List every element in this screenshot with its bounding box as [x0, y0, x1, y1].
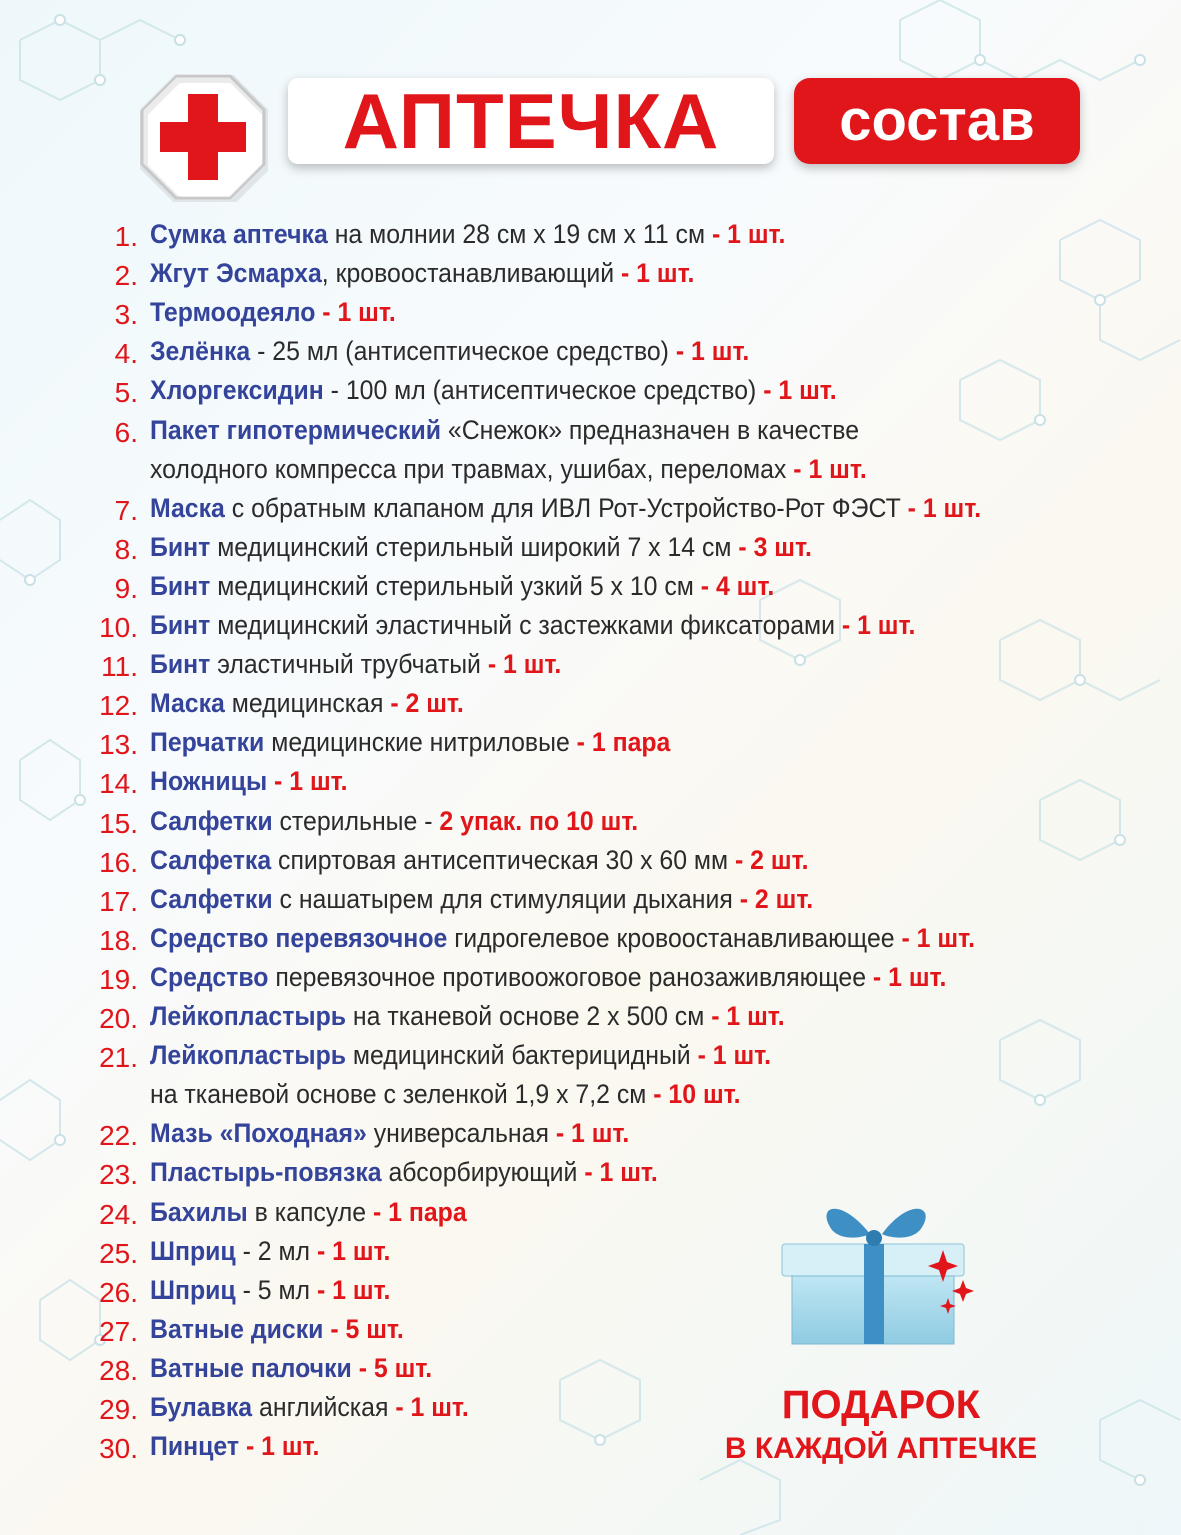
item-text-line [150, 1311, 404, 1347]
item-description: абсорбирующий [381, 1157, 585, 1187]
item-text-line [150, 881, 813, 917]
item-quantity: - 1 шт. [763, 375, 837, 405]
item-name: Пинцет [150, 1431, 240, 1461]
item-quantity: - 1 шт. [907, 493, 982, 523]
item-name: Бинт [150, 571, 211, 601]
medical-cross-icon [138, 72, 268, 202]
item-text-line [150, 1194, 467, 1230]
item-number: 15. [99, 808, 138, 839]
item-text-line [150, 372, 837, 408]
item-name: Лейкопластырь [150, 1040, 347, 1070]
item-name: Мазь «Походная» [150, 1118, 367, 1148]
item-text-line [150, 920, 975, 956]
item-quantity: - 1 шт. [267, 766, 348, 796]
item-description: медицинские нитриловые [264, 727, 577, 757]
item-quantity: - 1 шт. [584, 1157, 658, 1187]
item-text-line [150, 294, 396, 330]
item-number: 27. [99, 1316, 138, 1347]
header [0, 0, 1181, 200]
list-item [0, 333, 1181, 372]
subtitle-badge [794, 78, 1080, 164]
item-name: Сумка аптечка [150, 219, 328, 249]
item-description: холодного компресса при травмах, ушибах, переломах [150, 454, 794, 484]
item-description: в капсуле [247, 1197, 373, 1227]
item-quantity: - 1 шт. [901, 923, 975, 953]
item-quantity: - 1 шт. [620, 258, 695, 288]
item-number: 8. [114, 534, 138, 565]
item-number: 12. [99, 690, 138, 721]
item-quantity: - 5 шт. [323, 1314, 404, 1344]
list-item [0, 1194, 1181, 1233]
item-name: Салфетки [150, 806, 273, 836]
item-number: 14. [99, 768, 138, 799]
item-quantity: - 1 шт. [239, 1431, 320, 1461]
list-item [0, 920, 1181, 959]
item-text-line [150, 685, 464, 721]
item-quantity: - 1 шт. [697, 1040, 772, 1070]
item-number: 9. [114, 573, 138, 604]
item-number: 23. [99, 1159, 138, 1190]
list-item [0, 1233, 1181, 1272]
item-text-line [150, 1037, 771, 1073]
item-text-line [150, 1076, 741, 1112]
item-number: 17. [99, 886, 138, 917]
item-quantity: - 1 шт. [315, 297, 396, 327]
list-item [0, 763, 1181, 802]
item-text-line [150, 451, 867, 487]
item-name: Ватные палочки [150, 1353, 352, 1383]
item-quantity: - 1 шт. [675, 336, 750, 366]
item-quantity: 2 упак. по 10 шт. [439, 806, 639, 836]
page-title: АПТЕЧКА [342, 77, 720, 165]
list-item [0, 998, 1181, 1037]
item-description: английская [252, 1392, 396, 1422]
item-description: с нашатырем для стимуляции дыхания [272, 884, 740, 914]
item-name: Средство перевязочное [150, 923, 448, 953]
item-quantity: - 10 шт. [653, 1079, 741, 1109]
item-quantity: - 1 шт. [555, 1118, 630, 1148]
item-name: Салфетки [150, 884, 273, 914]
page-subtitle: состав [839, 88, 1035, 153]
item-number: 29. [99, 1394, 138, 1425]
item-text-line [150, 724, 670, 760]
item-quantity: - 2 шт. [739, 884, 814, 914]
item-name: Шприц [150, 1236, 236, 1266]
item-quantity: - 4 шт. [700, 571, 775, 601]
list-item [0, 842, 1181, 881]
item-text-line [150, 1272, 390, 1308]
item-name: Жгут Эсмарха [150, 258, 322, 288]
item-name: Зелёнка [150, 336, 251, 366]
title-box [288, 78, 774, 164]
item-name: Бахилы [150, 1197, 248, 1227]
item-number: 10. [99, 612, 138, 643]
item-name: Шприц [150, 1275, 236, 1305]
item-name: Салфетка [150, 845, 272, 875]
list-item [0, 685, 1181, 724]
item-name: Маска [150, 493, 225, 523]
item-number: 1. [114, 221, 138, 252]
item-text-line [150, 412, 859, 448]
item-description: , кровоостанавливающий [321, 258, 621, 288]
item-number: 3. [114, 299, 138, 330]
item-name: Пакет гипотермический [150, 415, 442, 445]
gift-title: ПОДАРОК [781, 1383, 981, 1427]
item-name: Ватные диски [150, 1314, 324, 1344]
item-name: Термоодеяло [150, 297, 316, 327]
item-text-line [150, 998, 785, 1034]
item-text-line [150, 490, 981, 526]
item-quantity: - 2 шт. [390, 688, 464, 718]
item-quantity: - 1 шт. [316, 1236, 391, 1266]
item-name: Ножницы [150, 766, 268, 796]
item-text-line [150, 763, 348, 799]
item-name: Бинт [150, 610, 211, 640]
item-quantity: - 2 шт. [734, 845, 809, 875]
item-name: Лейкопластырь [150, 1001, 347, 1031]
item-number: 26. [99, 1277, 138, 1308]
item-quantity: - 1 шт. [711, 1001, 785, 1031]
item-number: 5. [114, 377, 138, 408]
item-number: 6. [114, 417, 138, 448]
item-description: - 5 мл [235, 1275, 317, 1305]
item-number: 13. [99, 729, 138, 760]
item-description: «Снежок» предназначен в качестве [441, 415, 860, 445]
item-text-line [150, 1233, 390, 1269]
item-text-line [150, 1350, 432, 1386]
item-name: Маска [150, 688, 225, 718]
item-text-line [150, 842, 808, 878]
list-item [0, 372, 1181, 411]
item-text-line [150, 568, 774, 604]
list-item [0, 881, 1181, 920]
item-number: 21. [99, 1042, 138, 1073]
list-item [0, 216, 1181, 255]
list-item [0, 1350, 1181, 1389]
item-description: на тканевой основе с зеленкой 1,9 х 7,2 см [150, 1079, 654, 1109]
item-number: 24. [99, 1199, 138, 1230]
item-description: спиртовая антисептическая 30 х 60 мм [271, 845, 735, 875]
item-description: перевязочное противоожоговое ранозаживляющее [268, 962, 873, 992]
item-quantity: - 1 шт. [395, 1392, 469, 1422]
item-text-line [150, 1154, 658, 1190]
item-number: 11. [101, 651, 138, 682]
item-name: Хлоргексидин [150, 375, 324, 405]
item-quantity: - 3 шт. [738, 532, 812, 562]
item-description: - 2 мл [235, 1236, 317, 1266]
item-description: на тканевой основе 2 х 500 см [346, 1001, 712, 1031]
item-text-line [150, 1115, 629, 1151]
list-item [0, 294, 1181, 333]
list-item [0, 255, 1181, 294]
item-number: 22. [99, 1120, 138, 1151]
item-name: Пластырь-повязка [150, 1157, 382, 1187]
item-text-line [150, 959, 946, 995]
list-item [0, 529, 1181, 568]
item-description: стерильные - [272, 806, 440, 836]
list-item [0, 959, 1181, 998]
item-quantity: - 1 шт. [487, 649, 562, 679]
item-number: 30. [99, 1433, 138, 1464]
item-text-line [150, 1428, 319, 1464]
item-description: медицинский стерильный широкий 7 х 14 см [210, 532, 739, 562]
item-description: медицинский бактерицидный [346, 1040, 698, 1070]
item-number: 19. [99, 964, 138, 995]
list-item [0, 1154, 1181, 1193]
item-text-line [150, 529, 812, 565]
item-description: универсальная [366, 1118, 556, 1148]
item-number: 18. [99, 925, 138, 956]
item-text-line [150, 607, 915, 643]
item-quantity: - 1 шт. [316, 1275, 391, 1305]
item-text-line [150, 333, 749, 369]
item-quantity: - 5 шт. [351, 1353, 433, 1383]
list-item [0, 412, 1181, 490]
item-number: 28. [99, 1355, 138, 1386]
item-text-line [150, 216, 785, 252]
item-name: Перчатки [150, 727, 265, 757]
item-name: Булавка [150, 1392, 253, 1422]
item-description: гидрогелевое кровоостанавливающее [447, 923, 902, 953]
item-name: Средство [150, 962, 269, 992]
gift-subtitle: В КАЖДОЙ АПТЕЧКЕ [724, 1432, 1038, 1465]
list-item [0, 1311, 1181, 1350]
item-text-line [150, 803, 638, 839]
list-item [0, 1272, 1181, 1311]
item-name: Бинт [150, 532, 211, 562]
list-item [0, 607, 1181, 646]
item-description: - 100 мл (антисептическое средство) [323, 375, 764, 405]
item-number: 4. [114, 338, 138, 369]
item-text-line [150, 255, 694, 291]
item-number: 2. [114, 260, 138, 291]
list-item [0, 1037, 1181, 1115]
item-description: эластичный трубчатый [210, 649, 488, 679]
item-number: 20. [99, 1003, 138, 1034]
item-quantity: - 1 шт. [711, 219, 786, 249]
item-quantity: - 1 пара [372, 1197, 467, 1227]
item-quantity: - 1 шт. [793, 454, 867, 484]
list-item [0, 803, 1181, 842]
sparkle-icon [928, 1250, 978, 1320]
list-item [0, 568, 1181, 607]
item-text-line [150, 646, 561, 682]
item-description: - 25 мл (антисептическое средство) [250, 336, 676, 366]
item-quantity: - 1 шт. [872, 962, 947, 992]
item-description: на молнии 28 см х 19 см х 11 см [327, 219, 712, 249]
item-description: с обратным клапаном для ИВЛ Рот-Устройство-Рот ФЭСТ [224, 493, 908, 523]
item-description: медицинский стерильный узкий 5 х 10 см [210, 571, 701, 601]
item-number: 16. [99, 847, 138, 878]
item-text-line [150, 1389, 469, 1425]
item-quantity: - 1 шт. [841, 610, 916, 640]
list-item [0, 724, 1181, 763]
item-description: медицинский эластичный с застежками фиксаторами [210, 610, 842, 640]
item-number: 25. [99, 1238, 138, 1269]
list-item [0, 1115, 1181, 1154]
item-description: медицинская [224, 688, 391, 718]
item-name: Бинт [150, 649, 211, 679]
item-quantity: - 1 пара [576, 727, 671, 757]
list-item [0, 490, 1181, 529]
item-number: 7. [114, 495, 138, 526]
list-item [0, 646, 1181, 685]
